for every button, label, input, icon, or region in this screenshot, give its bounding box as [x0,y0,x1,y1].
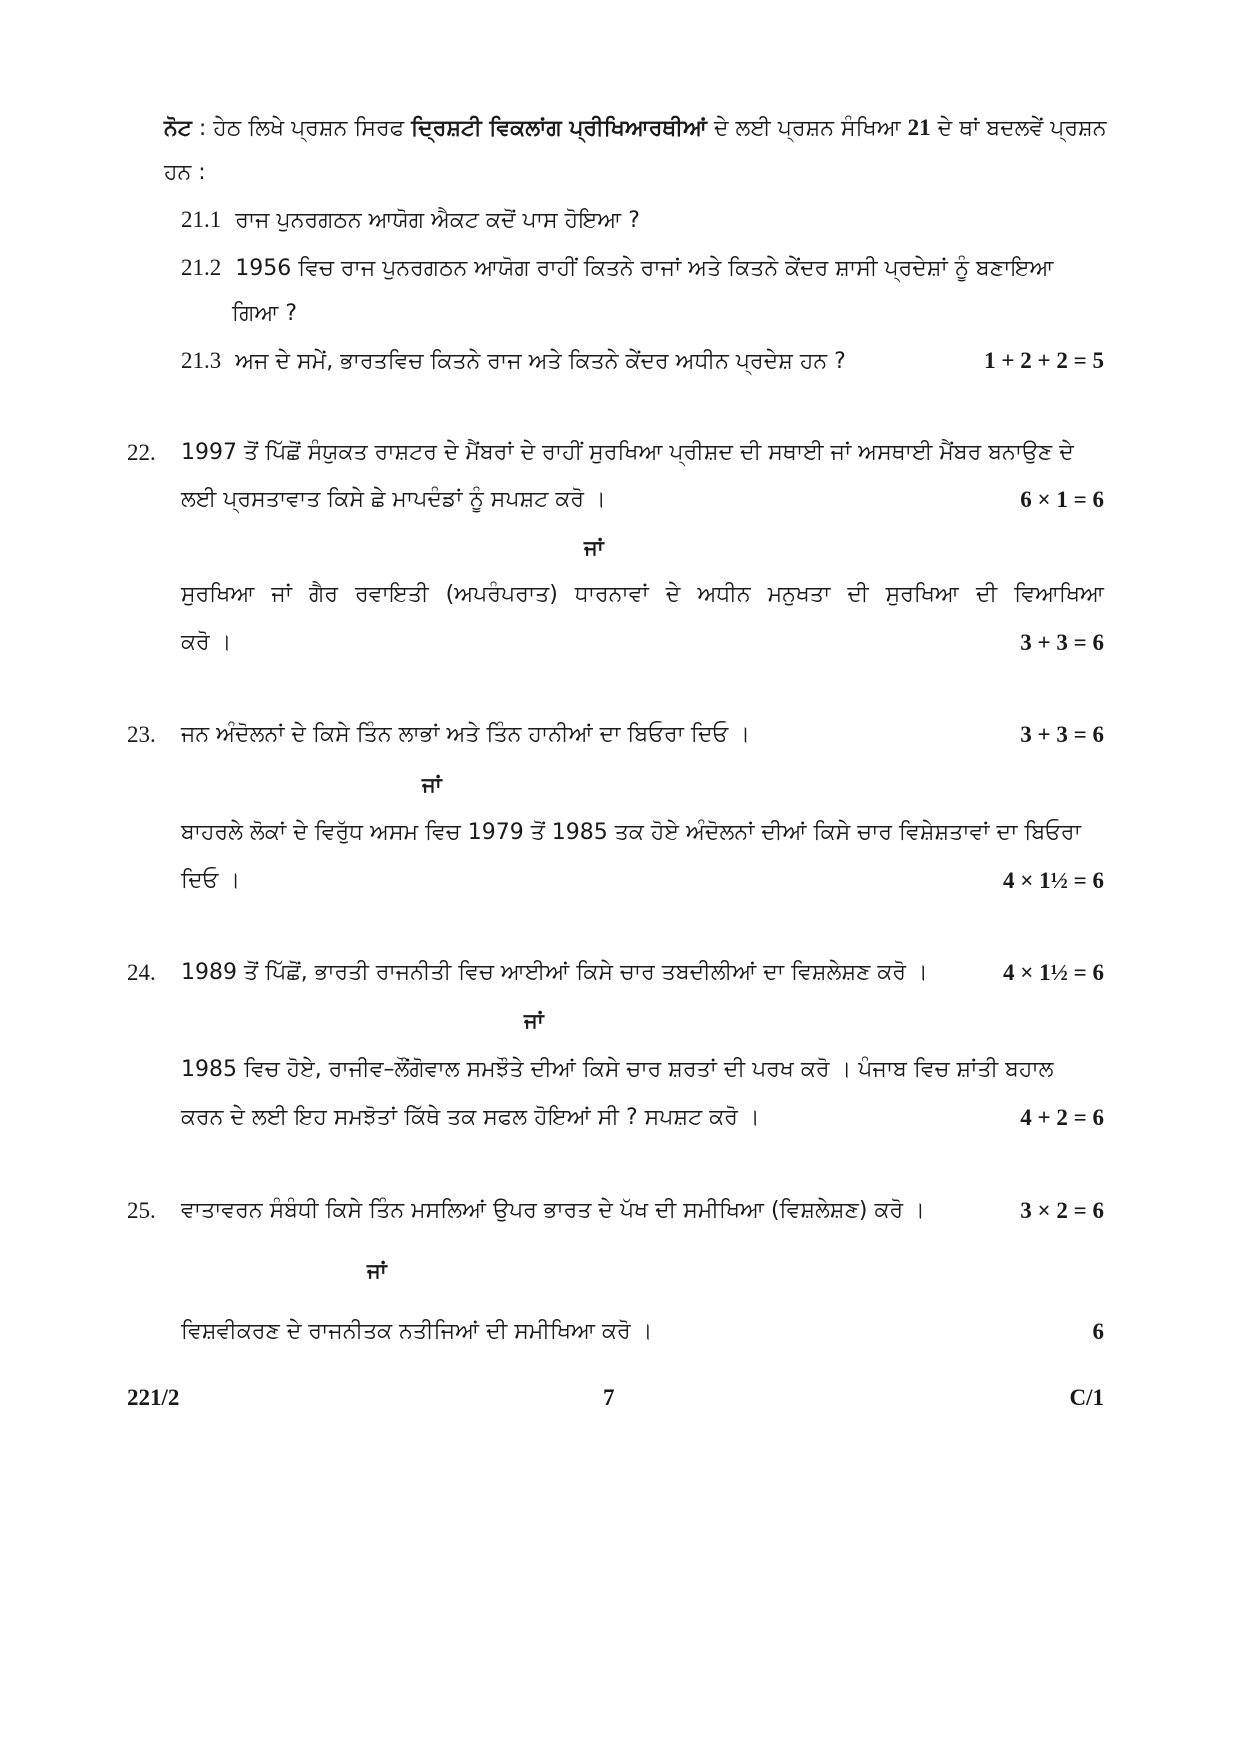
q24-alt-line-2: ਕਰਨ ਦੇ ਲਈ ਇਹ ਸਮਝੋਤਾਂ ਕਿੱਥੇ ਤਕ ਸਫਲ ਹੋਇਆਂ ਸੀ ? ਸਪਸ਼ਟ ਕਰੋ । [181,1105,760,1130]
subq-21-3 [181,346,846,377]
paper-code: 221/2 [127,1385,180,1410]
subq-text: 1956 ਵਿਚ ਰਾਜ ਪੁਨਰਗਠਨ ਆਯੋਗ ਰਾਹੀਂ ਕਿਤਨੇ ਰਾਜਾਂ ਅਤੇ ਕਿਤਨੇ ਕੇਂਦਰ ਸ਼ਾਸੀ ਪ੍ਰਦੇਸ਼ਾਂ ਨੂੰ ਬਣਾਇਆ [235,256,1054,281]
q23-line-1: ਜਨ ਅੰਦੋਲਨਾਂ ਦੇ ਕਿਸੇ ਤਿੰਨ ਲਾਭਾਂ ਅਤੇ ਤਿੰਨ ਹਾਨੀਆਂ ਦਾ ਬਿਓਰਾ ਦਿਓ । [181,722,751,747]
q22-alt-line-1: ਸੁਰਖਿਆ ਜਾਂ ਗੈਰ ਰਵਾਇਤੀ (ਅਪਰੰਪਰਾਤ) ਧਾਰਨਾਵਾਂ ਦੇ ਅਧੀਨ ਮਨੁਖਤਾ ਦੀ ਸੁਰਖਿਆ ਦੀ ਵਿਆਖਿਆ [181,582,1104,607]
q23-alt-line-2: ਦਿਓ । [181,868,241,893]
subq-21-1 [181,205,640,236]
q22-line-1: 1997 ਤੋਂ ਪਿੱਛੋਂ ਸੰਯੁਕਤ ਰਾਸ਼ਟਰ ਦੇ ਮੈਂਬਰਾਂ ਦੇ ਰਾਹੀਂ ਸੁਰਖਿਆ ਪ੍ਰੀਸ਼ਦ ਦੀ ਸਥਾਈ ਜਾਂ ਅਸਥਾਈ ਮੈਂਬਰ ਬਨਾਉਣ ਦੇ [181,440,1074,465]
question-number: 25. [127,1198,156,1223]
q25-marks: 3 × 2 = 6 [1020,1198,1104,1223]
or-label: ਜਾਂ [422,773,442,797]
subq-marks: 1 + 2 + 2 = 5 [984,348,1104,373]
note-bold-a: ਦ੍ਰਿਸ਼ਟੀ ਵਿਕਲਾਂਗ ਪ੍ਰੀਖਿਆਰਥੀਆਂ [411,116,707,141]
q24-alt-line-1: 1985 ਵਿਚ ਹੋਏ, ਰਾਜੀਵ–ਲੌਂਗੋਵਾਲ ਸਮਝੌਤੇ ਦੀਆਂ ਕਿਸੇ ਚਾਰ ਸ਼ਰਤਾਂ ਦੀ ਪਰਖ ਕਰੋ । ਪੰਜਾਬ ਵਿਚ ਸ਼ਾਂਤੀ ਬਹਾਲ [181,1057,1054,1082]
note-bold-num: 21 [907,115,931,140]
q23-alt-line-1: ਬਾਹਰਲੇ ਲੋਕਾਂ ਦੇ ਵਿਰੁੱਧ ਅਸਮ ਵਿਚ 1979 ਤੋਂ 1985 ਤਕ ਹੋਏ ਅੰਦੋਲਨਾਂ ਦੀਆਂ ਕਿਸੇ ਚਾਰ ਵਿਸ਼ੇਸ਼ਤਾਵਾਂ ਦਾ ਬਿਓਰਾ [181,820,1081,845]
q24-marks: 4 × 1½ = 6 [1003,960,1104,985]
question-number: 24. [127,960,156,985]
subq-21-2-cont: ਗਿਆ ? [232,301,298,326]
subq-number: 21.3 [181,348,222,373]
q25-line-1: ਵਾਤਾਵਰਨ ਸੰਬੰਧੀ ਕਿਸੇ ਤਿੰਨ ਮਸਲਿਆਂ ਉਪਰ ਭਾਰਤ ਦੇ ਪੱਖ ਦੀ ਸਮੀਖਿਆ (ਵਿਸ਼ਲੇਸ਼ਣ) ਕਰੋ । [181,1198,925,1223]
or-label: ਜਾਂ [367,1259,387,1283]
q24-line-1: 1989 ਤੋਂ ਪਿੱਛੋਂ, ਭਾਰਤੀ ਰਾਜਨੀਤੀ ਵਿਚ ਆਈਆਂ ਕਿਸੇ ਚਾਰ ਤਬਦੀਲੀਆਂ ਦਾ ਵਿਸ਼ਲੇਸ਼ਣ ਕਰੋ । [181,960,928,985]
question-number: 22. [127,440,156,465]
set-code: C/1 [1069,1385,1104,1410]
subq-number: 21.1 [181,207,222,232]
q25-alt-marks: 6 [1092,1319,1104,1344]
q22-alt-line-2: ਕਰੋ । [181,630,232,655]
q23-marks: 3 + 3 = 6 [1020,722,1104,747]
q22-marks: 6 × 1 = 6 [1020,487,1104,512]
note-text-b: ਦੇ ਲਈ ਪ੍ਰਸ਼ਨ ਸੰਖਿਆ [706,116,908,141]
q24-alt-marks: 4 + 2 = 6 [1020,1105,1104,1130]
q23-alt-marks: 4 × 1½ = 6 [1003,868,1104,893]
note-line-1 [164,113,1107,144]
page-number: 7 [603,1385,615,1410]
q22-line-2: ਲਈ ਪ੍ਰਸਤਾਵਾਤ ਕਿਸੇ ਛੇ ਮਾਪਦੰਡਾਂ ਨੂੰ ਸਪਸ਼ਟ ਕਰੋ । [181,487,606,512]
q22-alt-marks: 3 + 3 = 6 [1020,630,1104,655]
or-label: ਜਾਂ [584,536,604,560]
subq-21-2 [181,253,1053,284]
subq-number: 21.2 [181,255,222,280]
q25-alt-line-1: ਵਿਸ਼ਵੀਕਰਣ ਦੇ ਰਾਜਨੀਤਕ ਨਤੀਜਿਆਂ ਦੀ ਸਮੀਖਿਆ ਕਰੋ । [181,1319,653,1344]
note-text-c: ਦੇ ਥਾਂ ਬਦਲਵੇਂ ਪ੍ਰਸ਼ਨ [930,116,1107,141]
note-line-2: ਹਨ : [164,160,206,185]
or-label: ਜਾਂ [524,1009,544,1033]
question-number: 23. [127,722,156,747]
note-text-a: : ਹੇਠ ਲਿਖੇ ਪ੍ਰਸ਼ਨ ਸਿਰਫ [191,116,412,141]
note-label: ਨੋਟ [164,116,192,141]
subq-text: ਰਾਜ ਪੁਨਰਗਠਨ ਆਯੋਗ ਐਕਟ ਕਦੋਂ ਪਾਸ ਹੋਇਆ ? [235,208,640,233]
subq-text: ਅਜ ਦੇ ਸਮੇਂ, ਭਾਰਤਵਿਚ ਕਿਤਨੇ ਰਾਜ ਅਤੇ ਕਿਤਨੇ ਕੇਂਦਰ ਅਧੀਨ ਪ੍ਰਦੇਸ਼ ਹਨ ? [235,349,846,374]
